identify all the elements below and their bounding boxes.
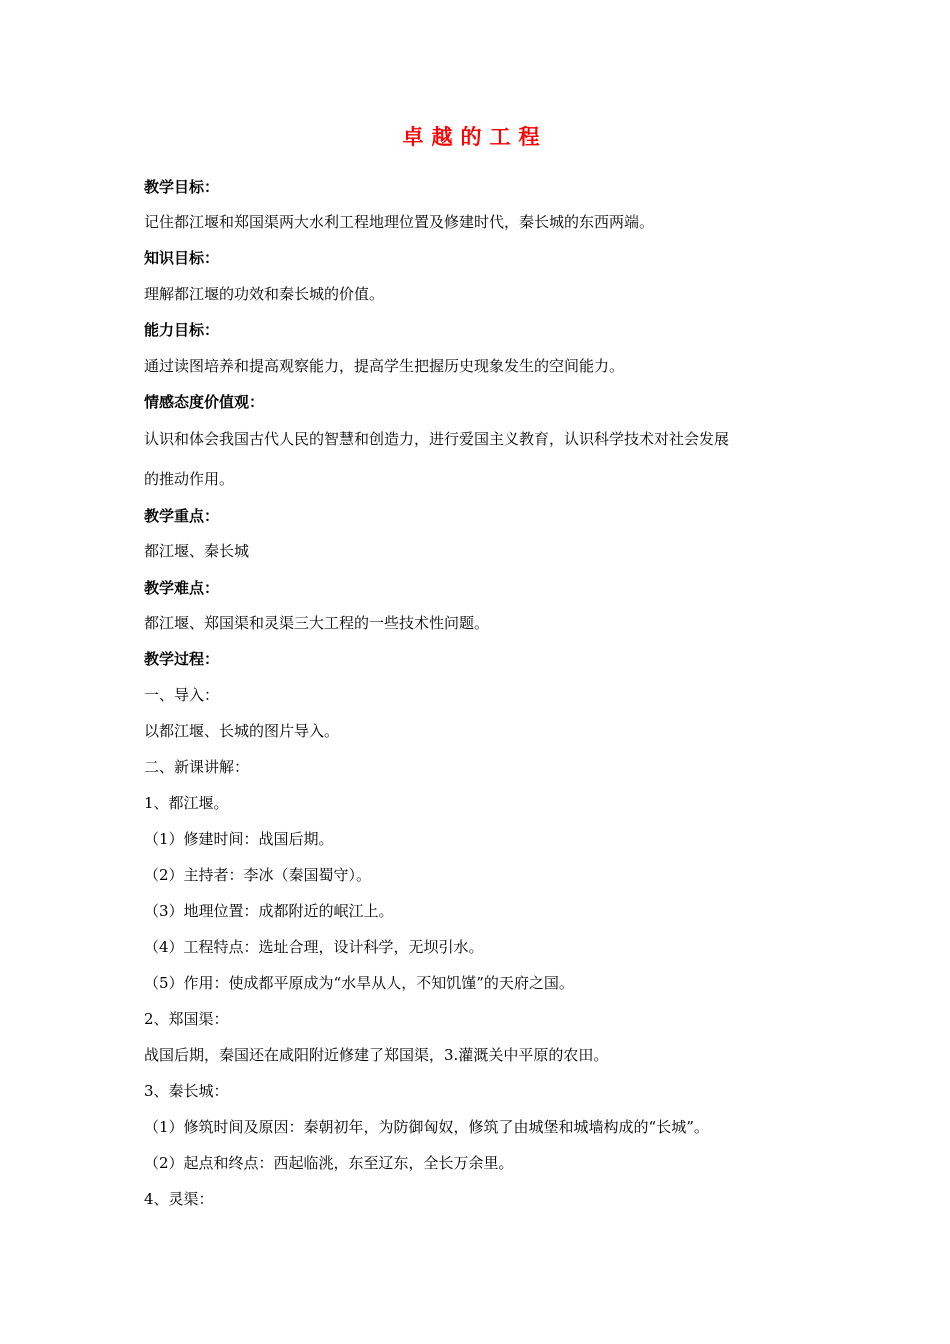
heading-ability-goals: 能力目标： — [144, 321, 220, 339]
paragraph-line: 理解都江堰的功效和秦长城的价值。 — [144, 285, 385, 303]
list-item: （1）修筑时间及原因：秦朝初年，为防御匈奴，修筑了由城堡和城墙构成的“长城”。 — [144, 1118, 709, 1136]
paragraph-line: 以都江堰、长城的图片导入。 — [144, 722, 340, 740]
list-item: （5）作用：使成都平原成为“水旱从人，不知饥馑”的天府之国。 — [144, 974, 574, 992]
list-item: （2）主持者：李冰（秦国蜀守）。 — [144, 866, 372, 884]
paragraph-line: 战国后期，秦国还在咸阳附近修建了郑国渠，3.灌溉关中平原的农田。 — [144, 1046, 609, 1064]
list-item: （1）修建时间：战国后期。 — [144, 830, 334, 848]
list-item: （2）起点和终点：西起临洮，东至辽东，全长万余里。 — [144, 1154, 514, 1172]
subsection-heading: 3、秦长城： — [144, 1082, 229, 1100]
paragraph-line: 的推动作用。 — [144, 470, 235, 488]
heading-knowledge-goals: 知识目标： — [144, 249, 220, 267]
heading-teaching-process: 教学过程： — [144, 650, 220, 668]
paragraph-line: 都江堰、秦长城 — [144, 542, 250, 560]
document-title: 卓越的工程 — [402, 125, 548, 149]
subsection-heading: 2、郑国渠： — [144, 1010, 229, 1028]
paragraph-line: 认识和体会我国古代人民的智慧和创造力，进行爱国主义教育，认识科学技术对社会发展 — [144, 430, 730, 448]
heading-values: 情感态度价值观： — [144, 393, 265, 411]
list-item: （4）工程特点：选址合理，设计科学，无坝引水。 — [144, 938, 484, 956]
subsection-heading: 4、灵渠： — [144, 1190, 214, 1208]
subsection-heading: 1、都江堰。 — [144, 794, 229, 812]
list-item: （3）地理位置：成都附近的岷江上。 — [144, 902, 394, 920]
paragraph-line: 记住都江堰和郑国渠两大水利工程地理位置及修建时代，秦长城的东西两端。 — [144, 213, 655, 231]
section-heading: 一、导入： — [144, 686, 220, 704]
section-heading: 二、新课讲解： — [144, 758, 250, 776]
paragraph-line: 都江堰、郑国渠和灵渠三大工程的一些技术性问题。 — [144, 614, 490, 632]
heading-teaching-goals: 教学目标： — [144, 178, 220, 196]
heading-difficult-points: 教学难点： — [144, 579, 220, 597]
heading-key-points: 教学重点： — [144, 507, 220, 525]
paragraph-line: 通过读图培养和提高观察能力，提高学生把握历史现象发生的空间能力。 — [144, 357, 625, 375]
